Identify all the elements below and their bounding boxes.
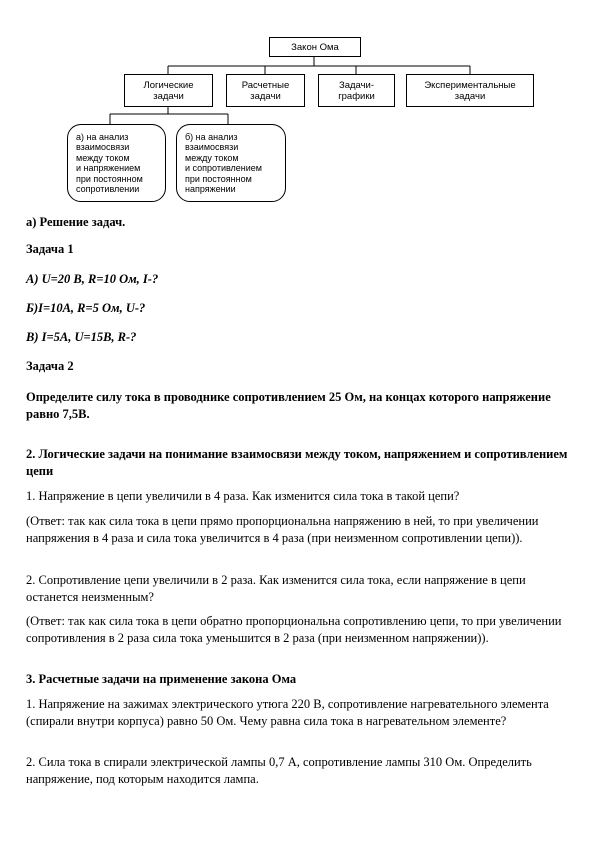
section-a-title: а) Решение задач. <box>26 215 126 229</box>
section3-question-2: 2. Сила тока в спирали электрической лампы 0,7 А, сопротивление лампы 310 Ом. Определить напряжение, под которым находится лампа. <box>26 755 532 786</box>
diagram-category-logical: Логические задачи <box>124 74 213 107</box>
task1-item-b: Б)I=10А, R=5 Ом, U-? <box>26 301 146 315</box>
diagram-category-experimental: Экспериментальные задачи <box>406 74 534 107</box>
task1-item-a: А) U=20 В, R=10 Ом, I-? <box>26 272 159 286</box>
task2-title: Задача 2 <box>26 359 74 373</box>
task1-item-c: В) I=5А, U=15В, R-? <box>26 330 137 344</box>
section2-answer-2: (Ответ: так как сила тока в цепи обратно пропорциональна сопротивлению цепи, то при увеличении сопротивления в 2 раза сила тока уменьшится в 2 раза (при неизменном напряжении)). <box>26 614 562 645</box>
task2-text: Определите силу тока в проводнике сопротивлением 25 Ом, на концах которого напряжение равно 7,5В. <box>26 390 551 421</box>
section2-title: 2. Логические задачи на понимание взаимосвязи между током, напряжением и сопротивлением цепи <box>26 447 568 478</box>
diagram-root-box: Закон Ома <box>269 37 361 57</box>
section2-question-1: 1. Напряжение в цепи увеличили в 4 раза. Как изменится сила тока в такой цепи? <box>26 489 460 503</box>
section3-title: 3. Расчетные задачи на применение закона Ома <box>26 672 297 686</box>
section2-answer-1: (Ответ: так как сила тока в цепи прямо пропорциональна напряжению в ней, то при увеличении напряжения в 4 раза и сила тока увеличится в 4 раза (при неизменном сопротивлении цепи)). <box>26 514 539 545</box>
diagram-category-graphs: Задачи- графики <box>318 74 395 107</box>
section3-question-1: 1. Напряжение на зажимах электрического утюга 220 В, сопротивление нагревательного элемента (спирали внутри корпуса) равно 50 Ом. Чему равна сила тока в нагревательном элементе? <box>26 697 549 728</box>
ohm-law-diagram <box>0 0 595 210</box>
diagram-category-calculation: Расчетные задачи <box>226 74 305 107</box>
diagram-sub-a: а) на анализ взаимосвязи между током и напряжением при постоянном сопротивлении <box>67 124 166 202</box>
diagram-sub-b: б) на анализ взаимосвязи между током и сопротивлением при постоянном напряжении <box>176 124 286 202</box>
section2-question-2: 2. Сопротивление цепи увеличили в 2 раза. Как изменится сила тока, если напряжение в цепи останется неизменным? <box>26 573 526 604</box>
task1-title: Задача 1 <box>26 242 74 256</box>
